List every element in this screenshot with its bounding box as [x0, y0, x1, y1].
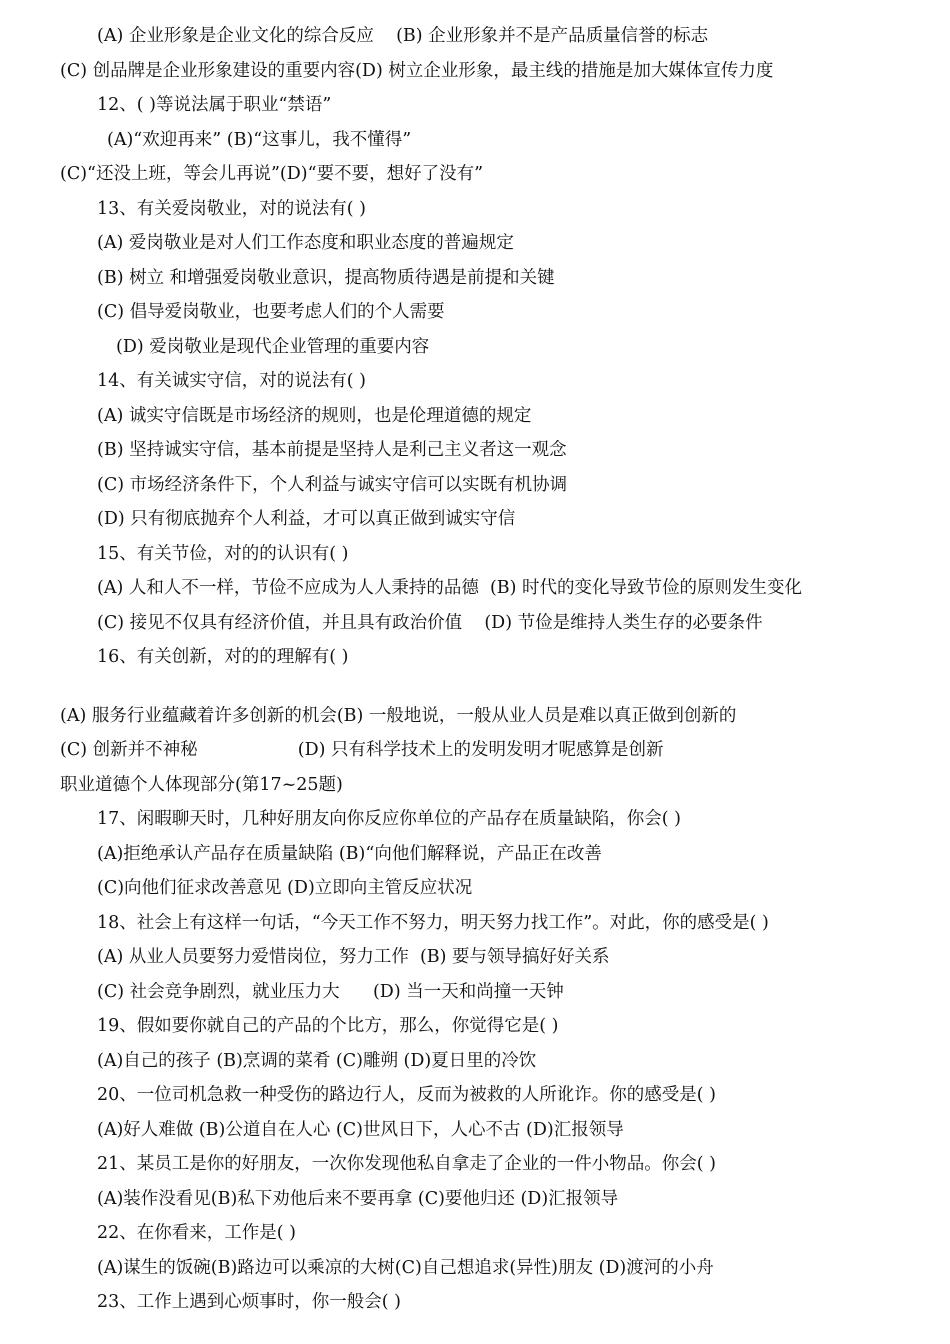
text-line: (C) 创新并不神秘 (D) 只有科学技术上的发明发明才呢感算是创新 — [60, 740, 664, 760]
text-line: 16、有关创新，对的的理解有( ) — [97, 647, 349, 667]
text-line: (A) 服务行业蕴藏着许多创新的机会(B) 一般地说，一般从业人员是难以真正做到创新的 — [60, 706, 737, 726]
text-line: 14、有关诚实守信，对的说法有( ) — [97, 371, 366, 391]
text-line: (C) 市场经济条件下，个人利益与诚实守信可以实既有机协调 — [97, 475, 568, 495]
text-line: (C) 倡导爱岗敬业，也要考虑人们的个人需要 — [97, 302, 445, 322]
text-line: (B) 树立 和增强爱岗敬业意识，提高物质待遇是前提和关键 — [97, 268, 555, 288]
text-line: 20、一位司机急救一种受伤的路边行人，反而为被救的人所讹诈。你的感受是( ) — [97, 1085, 716, 1105]
text-line: (C) 创品牌是企业形象建设的重要内容(D) 树立企业形象，最主线的措施是加大媒体宣传力度 — [60, 61, 774, 81]
text-line: 13、有关爱岗敬业，对的说法有( ) — [97, 199, 366, 219]
text-line: (A) 诚实守信既是市场经济的规则，也是伦理道德的规定 — [97, 406, 532, 426]
text-line: 职业道德个人体现部分(第17~25题) — [60, 775, 343, 795]
text-line: (D) 爱岗敬业是现代企业管理的重要内容 — [116, 337, 430, 357]
text-line: (D) 只有彻底抛弃个人利益，才可以真正做到诚实守信 — [97, 509, 516, 529]
text-line: (B) 坚持诚实守信，基本前提是坚持人是利己主义者这一观念 — [97, 440, 567, 460]
text-line: 22、在你看来，工作是( ) — [97, 1223, 296, 1243]
text-line: (A)好人难做 (B)公道自在人心 (C)世风日下，人心不古 (D)汇报领导 — [97, 1120, 624, 1140]
text-line: (C)向他们征求改善意见 (D)立即向主管反应状况 — [97, 878, 473, 898]
text-line: 19、假如要你就自己的产品的个比方，那么，你觉得它是( ) — [97, 1016, 559, 1036]
text-line: (C)“还没上班，等会儿再说”(D)“要不要，想好了没有” — [60, 164, 484, 184]
text-line: (A)拒绝承认产品存在质量缺陷 (B)“向他们解释说，产品正在改善 — [97, 844, 602, 864]
text-line: 18、社会上有这样一句话，“今天工作不努力，明天努力找工作”。对此，你的感受是( ) — [97, 913, 769, 933]
text-line: (C) 接见不仅具有经济价值，并且具有政治价值 (D) 节俭是维持人类生存的必要条件 — [97, 613, 763, 633]
text-line: (A) 企业形象是企业文化的综合反应 (B) 企业形象并不是产品质量信誉的标志 — [97, 26, 709, 46]
text-line: 21、某员工是你的好朋友，一次你发现他私自拿走了企业的一件小物品。你会( ) — [97, 1154, 716, 1174]
text-line: 15、有关节俭，对的的认识有( ) — [97, 544, 349, 564]
text-line: 23、工作上遇到心烦事时，你一般会( ) — [97, 1292, 401, 1312]
text-line: (A) 人和人不一样，节俭不应成为人人秉持的品德 (B) 时代的变化导致节俭的原则发生变化 — [97, 578, 803, 598]
text-line: 12、( )等说法属于职业“禁语” — [97, 95, 332, 115]
text-line: 17、闲暇聊天时，几种好朋友向你反应你单位的产品存在质量缺陷，你会( ) — [97, 809, 681, 829]
text-line: (A)装作没看见(B)私下劝他后来不要再拿 (C)要他归还 (D)汇报领导 — [97, 1189, 619, 1209]
text-line: (A)谋生的饭碗(B)路边可以乘凉的大树(C)自己想追求(异性)朋友 (D)渡河的小舟 — [97, 1258, 714, 1278]
text-line: (C) 社会竞争剧烈，就业压力大 (D) 当一天和尚撞一天钟 — [97, 982, 564, 1002]
text-line: (A) 爱岗敬业是对人们工作态度和职业态度的普遍规定 — [97, 233, 514, 253]
text-line: (A)自己的孩子 (B)烹调的菜肴 (C)雕朔 (D)夏日里的冷饮 — [97, 1051, 537, 1071]
text-line: (A)“欢迎再来” (B)“这事儿，我不懂得” — [107, 130, 412, 150]
text-line: (A) 从业人员要努力爱惜岗位，努力工作 (B) 要与领导搞好好关系 — [97, 947, 610, 967]
